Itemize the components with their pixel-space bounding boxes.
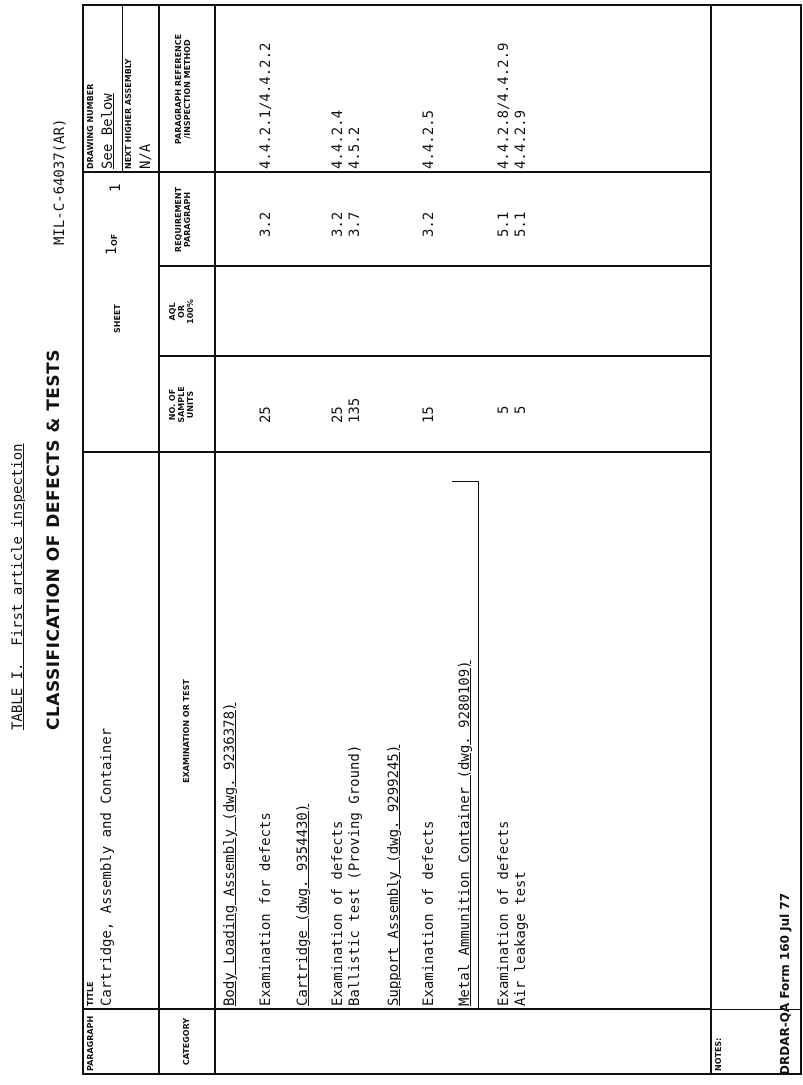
column-header-divider: [214, 4, 216, 1075]
sheet-label: SHEET: [113, 304, 122, 333]
next-higher-label: NEXT HIGHER ASSEMBLY: [124, 58, 133, 169]
drawing-number-sep: [122, 4, 123, 173]
form-title: CLASSIFICATION OF DEFECTS & TESTS: [44, 349, 64, 730]
aql-header-line-2: OR: [177, 305, 186, 318]
exam-item: Examination of defects: [330, 820, 346, 1006]
header-divider: [158, 4, 160, 1075]
frame-left: [82, 1073, 802, 1075]
sample-header: [168, 357, 195, 452]
requirement-paragraph: 3.7: [347, 211, 363, 237]
section-heading: Metal Ammunition Container (dwg. 9280109): [457, 660, 473, 1006]
sample-units: 5: [496, 405, 512, 414]
sample-units: 25: [258, 406, 274, 423]
requirement-paragraph: 5.1: [496, 211, 512, 237]
requirement-header: [174, 173, 192, 266]
reference-header-line-1: PARAGRAPH REFERENCE: [174, 33, 183, 145]
container-heading-box-left: [452, 481, 478, 482]
requirement-paragraph: 3.2: [258, 211, 274, 237]
reference-paragraph: 4.5.2: [347, 126, 363, 169]
drawing-number-value: See Below: [100, 93, 116, 169]
exam-item: Examination for defects: [258, 812, 274, 1006]
notes-top: [710, 1010, 711, 1075]
section-heading: Support Assembly (dwg. 9299245): [386, 744, 402, 1006]
reference-paragraph: 4.4.2.9: [513, 109, 529, 169]
sample-header-line-2: SAMPLE: [177, 386, 186, 423]
paragraph-label: PARAGRAPH: [86, 1015, 95, 1071]
reference-paragraph: 4.4.2.1/4.4.2.2: [258, 42, 274, 169]
requirement-paragraph: 3.2: [330, 211, 346, 237]
spec-number: MIL-C-64037(AR): [52, 118, 68, 245]
col-paragraph-sep: [82, 1009, 710, 1011]
requirement-header-line-1: REQUIREMENT: [174, 186, 183, 253]
section-heading: Body Loading Assembly (dwg. 9236378): [222, 702, 238, 1006]
reference-paragraph: 4.4.2.4: [330, 109, 346, 169]
requirement-paragraph: 5.1: [513, 211, 529, 237]
sample-units: 15: [421, 406, 437, 423]
drawing-number-label: DRAWING NUMBER: [86, 83, 95, 169]
category-header: CATEGORY: [182, 1017, 191, 1066]
exam-item: Examination of defects: [421, 820, 437, 1006]
aql-header-line-3: 100%: [186, 299, 195, 324]
sample-units: 25: [330, 406, 346, 423]
col-aql-sep: [158, 266, 710, 268]
reference-header-line-2: /INSPECTION METHOD: [183, 39, 192, 139]
sample-units: 135: [347, 397, 363, 423]
sample-header-line-1: NO. OF: [168, 388, 177, 421]
aql-header-line-1: AQL: [168, 302, 177, 321]
section-heading: Cartridge (dwg. 9354430): [295, 803, 311, 1006]
sample-header-line-3: UNITS: [186, 390, 195, 419]
sheet-number: 1: [104, 246, 120, 255]
exam-header: EXAMINATION OR TEST: [182, 679, 191, 783]
form-number: DRDAR-QA Form 160 Jul 77: [778, 892, 792, 1075]
reference-header: [174, 6, 192, 172]
reference-paragraph: 4.4.2.8/4.4.2.9: [496, 42, 512, 169]
exam-item: Ballistic test (Proving Ground): [347, 744, 363, 1006]
bottom-divider: [710, 4, 712, 1075]
next-higher-value: N/A: [138, 143, 154, 169]
table-caption: TABLE I. First article inspection: [10, 443, 26, 730]
exam-item: Examination of defects: [496, 820, 512, 1006]
sample-units: 5: [513, 405, 529, 414]
aql-header: [168, 267, 195, 356]
requirement-header-line-2: PARAGRAPH: [183, 191, 192, 248]
title-label: TITLE: [86, 981, 95, 1006]
sheet-total: 1: [108, 183, 124, 192]
requirement-paragraph: 3.2: [421, 211, 437, 237]
frame-top: [82, 4, 84, 1075]
reference-paragraph: 4.4.2.5: [421, 109, 437, 169]
container-heading-box-bottom: [478, 481, 479, 1009]
sheet-of: OF: [110, 233, 119, 246]
frame-bottom: [800, 4, 802, 1075]
title-value: Cartridge, Assembly and Container: [99, 727, 115, 1006]
col-sample-sep: [158, 356, 710, 358]
notes-label: NOTES:: [714, 1037, 723, 1071]
exam-item: Air leakage test: [513, 871, 529, 1006]
